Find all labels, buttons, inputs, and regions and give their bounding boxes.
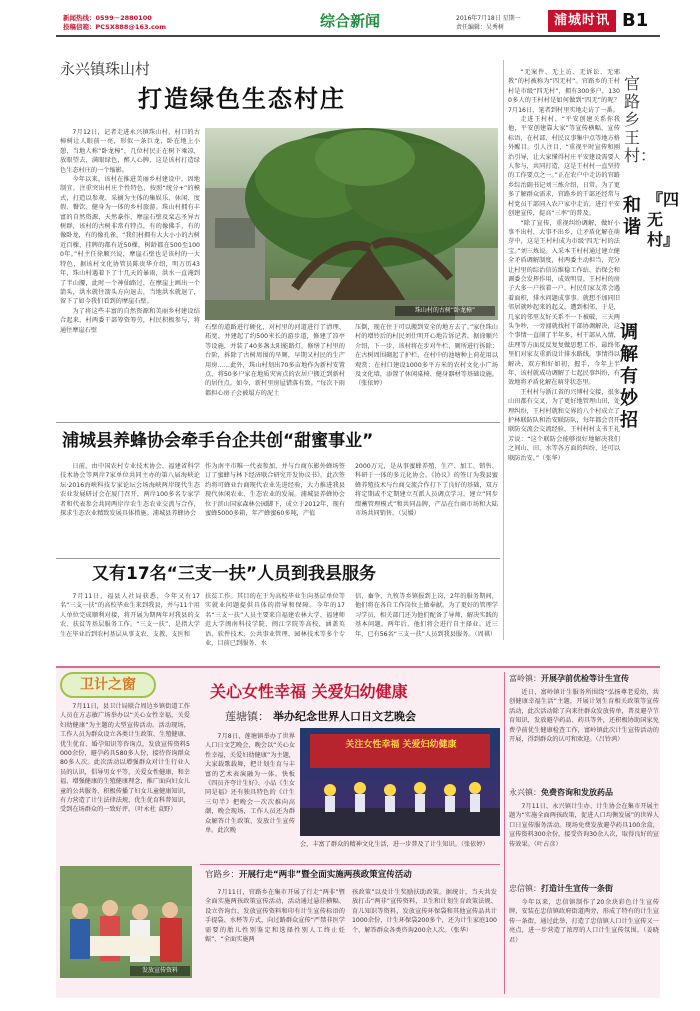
gl-title: 开展行走“两非”暨全面实施两孩政策宣传活动 [239,870,412,880]
brief-2-title: 免费咨询和发放药品 [541,788,613,797]
brief-2-text: 7月11日，永兴镇计生办、计生协会在集市开展主题为“实施全面两孩政策，促进人口均衡发展”的世界人口日宣传服务活动。现场免费发放避孕药具100余盒，宣传资料300余份，接受咨询30余人次，取得良好的宣传效果。（叶占彦） [509,803,659,848]
article2-title1: 和谐 [623,195,641,238]
photo-caption: 珠山村的古树“卧龙樟” [395,306,495,316]
page-number: B1 [622,10,649,31]
brief-2 [509,786,659,878]
special-left-photo [60,866,192,978]
gl-col2: 孩政策”以及计生奖励扶助政策。据统计，当天共发放打击“两非”宣传资料，卫生和计划生育政策法规、育儿知识等资料，发放宣传环保袋和其他宣传品共计1000余份，计生环保袋200多个，还为计生家庭100个，解答群众各类咨询200余人次。（张华） [352,889,497,934]
brief-3 [509,882,659,994]
article4-col2: 扶贫工作。其目的在于为高校毕业生向基层单位等实就业问题提供具体的指导和保障。今年的17名“三支一扶”人员主要来自福建农林大学、福建师范大学闽南科技学院、闽江学院等高校，涵盖英语、软件技术、公共事业管理、园林技术等多个专业，目前已到服务、水 [205,593,345,648]
gl-heading [205,868,500,882]
brief-1-kicker: 富岭镇： [509,674,541,683]
sub-kicker: 莲塘镇： [225,710,269,723]
gl-rule [200,864,500,865]
article3-col1: 日前，由中国农村专业技术协会、福建省科学技术协会等两岸7家单位共同主办的第八届海峡论坛·2016海峡科技专家论坛会场海峡两岸现代生态农业发展研讨会在厦门召开，两岸100多名专家学者和代表参会共同两岸岸农生态农业交流与合作，探求生态农业精致发展具体措施。浦城县养蜂协会 [60,463,200,518]
article2-title2: 『四无村』 [647,190,680,249]
lt-text: 7月8日，莲塘镇举办了世界人口日文艺晚会，晚会以“关心女性幸福，关爱妇幼健康”为主题，大家载歌载舞，把计划生育与丰富的艺术表演融为一体。快板《四员齐夸计生好》、小品《生女同是福》还有独具特色的《计生三句半》把晚会一次次推向高潮，晚会现场，工作人员还为群众解答计生政策，发放计生宣传单。此次晚 [205,733,295,835]
special-badge: 卫计之窗 [60,672,156,698]
article1-col2: 石壁的道路进行硬化，对村里的河道进行了清理、拓宽，并建起了约500米长的游步道，修建了凉亭等设施，并装了40多盏太阳能路灯，修缮了村里的台阶，拆除了古树周围的旱厕，早期又村民的生产用房……此外，珠山村划出70多亩地作为新村安置点，将50多户家在地质灾害点的农居户搬迁到新村的居住点。如今，新村里房屋错落有致。“每次下雨都担心房子会被塌方的泥土 [205,324,345,397]
article3-col2: 作为南平市唯一代表参加，并与台商东影外蜂场签订了蜜蜂与林下经济联合研究开发协议书》。此次签约将可蜂业台商现代农业先进经验，大力推进我县现代休闲农业、生态农业的发展。浦城县养蜂协会位于滨山国家森林公园脚下，成立于2012年，现有蜜蜂5000多箱，年产蜂蜜60多吨，产值 [205,463,345,518]
gl-col1: 7月11日，官路乡在集市开展了行走“两非”暨全面实施两孩政策宣传活动，活动通过悬挂横幅、设立咨询台、发放宣传资料和印有计生宣传标语的手提袋、水杯等方式，向过路群众宣传“严禁非医学需要的胎儿性别鉴定和选择性别人工终止妊娠”、“全面实施两 [205,889,345,944]
article1-photo [205,128,498,320]
special-headline: 关心女性幸福 关爱妇幼健康 [210,682,408,701]
special-divider [504,672,505,994]
article1-col1: 7月12日，记者走进永兴镇珠山村，村口的古樟树让人眼前一亮，形似一条巨龙，卧在地上小憩，当地人称“卧龙樟”，几位村民正在树下乘凉，放眼望去，满眼绿色，醉人心脾，这是该村打造绿色生态村庄的一个缩影。 今年以来，该村在推进美丽乡村建设中，因地制宜，注重突出村庄个性特色，按照“统分+”的模式，打造以参观、采摘为主体的集娱乐、休闲、度假、餐饮、健身为一体的乡村旅游。珠山村拥有丰富的自然资源，天然豢作、摩崖石壁及栾志圣异古树群，该村的古树非常有特点，有的像佛手，有的像卧龙，有的像孔雀。“我们村拥有大大小小的古树近百棵，挂牌的都有近50棵，树龄都在500至1000年。”村主任徐顺兴说，摩崖石壁也是该村的一大特色，据该村文化协管员陈贵华介绍，明万历43年，珠山村遇着下了十几天的暴雨，洪水一直淹到了半山腰，此时一个神仙路过，在摩崖上画出一个箭头，洪水就往箭头方向退去，当地洪水就退了，留下了如今我们看到的摩崖石壁。 为了将这些丰富的自然资源和美丽乡村建设结合起来，村两委干部筹资筹劳，村民积极参与，将通往摩崖石壁 [60,129,200,334]
tree-illustration [205,128,498,320]
gl-kicker: 官路乡： [205,870,240,880]
crowd-illustration [60,866,192,978]
brief-2-kicker: 永兴镇： [509,788,541,797]
article3-title: 浦城县养蜂协会牵手台企共创“甜蜜事业” [62,431,374,451]
brief-3-kicker: 忠信镇： [509,884,541,893]
article4-col1: 7月11日，福县人社局获悉，今年又有17名“三支一扶”的高校毕业生来到我县，并与11个用人单位完成顺利对接，将开展为期两年对我县的支农、扶贫等基层服务工作。“三支一扶”，是指大学生在毕业后到农村基层从事支农、支教、支医和 [60,593,200,638]
section-rule-2 [56,558,500,559]
column-divider [503,60,504,640]
section-rule-1 [56,422,500,423]
article2-text: “无案件、无上访、无诉讼、无邪教”的村被称为“四无村”。官路乡的王村村是市级“四无村”，拥有300多户，1300多人的王村村是如何做到“四无”的呢？7月16日，笔者到村里实地走访了一番。 走进王村村，“平安创建关系你我他，平安创建靠大家”等宣传横幅、宣传标语，在村部、村民议事集中点等地方格外醒目。引人注目，“重视平时宣传和刚治引导，让大家懂得村庄平安建设需要人人参与，共同打造，这是王村村一直坚持的工作要点之一。”正在农户中走访的官路乡综治副书记刘三炼介绍，日常，为了更多了解群众需求，官路乡的干部还经常与村党员干部同入农户家中走访，进行平安创建宣传，提高“三率”的普及。 “除了宣传，重视纠纷调解，做好小事不出村，大事不出乡，让矛盾化解在萌芽中，这是王村村成为市级‘四无’村的法宝。”刘三炼说。入采本王村村通过建立健全矛盾调解制度，村两委主动担当，充分让村里的综治信访维稳工作站、治保会和调委会发挥作用，成效明显。王村村的房子大多一户挨着一户，村民们家友常会遇着面积，排水问题成事事。就想不加同旧邻居就吵起来的起义，遭到相邻，于是，几家的邻里友好关系不一下被破，三天两头争吵，一旁闻就找村干部协调解决，这个事情一直闹了半年多，村干部从入情，法理等方面反反复复做思想工作，最终邻里们对家友重新设计排水路线，事情得以解决，双方和好如初，握手，今年上半年，该村就成功调解了七起民事纠纷，有效地将矛盾化解在萌芽状态里。 王村村与浙江省的兴博村交接，很多山田都有交叉，为了更好地管理山田，处理纠纷，王村村就和交界的八个村成立了护林联防队和治安联防队，每年都会召开联防交流会交流经验，王村村村支书王礼芳说：“这个联防会能够很好地解决我们之间山、田、水等各方面的纠纷，还可以联防治安。”（张华） [508,69,620,462]
brief-3-title: 打造计生宣传一条街 [541,884,613,893]
article2-kicker: 官路乡王村： [624,74,657,165]
header-contact [63,14,193,32]
article3-col3: 2000万元，是从事蜜蜂养殖、生产、加工、销售、科研于一体的多元化协会。《协议》的签订为我县蜜蜂养殖技术与台商交流合作打下了良好的基础，双方将定期或不定期建立互派人员调点学习，建立“同步缀蓄管理模式”和共同品牌，产品在台商市场和大陆市场共同销售。（吴媛） [355,463,498,518]
sub-title: 举办纪念世界人口日文艺晚会 [273,710,416,723]
header-date: 2016年7月18日 星期一 责任编辑：吴秀树 [456,15,521,31]
section-title: 综合新闻 [319,12,380,30]
lt-text-2: 会，丰富了群众的精神文化生活，进一步普及了计生知识。（张依婷） [300,841,489,848]
stage-photo [300,728,500,836]
brief-1-title: 开展孕前优检等计生宣传 [541,674,629,683]
brief-1-text: 近日，富岭镇计生服务所围绕“弘扬尊老爱幼，共创健康幸福生活”主题，开展计划生育相关政策等宣传活动，此次活动除了向来往群众发放传单，普及避孕节育知识，发放避孕药品、药具等外，还积极协助国家免费孕前优生健康检查工作，富岭镇此次计生宣传活动的开展，得到群众的认可和欢迎。（吕铃鸿） [509,689,659,744]
brief-3-text: 今年以来，忠信镇制作了20余块彩色计生宣传牌，安装在忠信镇政府街道两旁，形成了特有的计生宣传一条街，通过此举，打造了忠信镇人口计生宣传又一亮点，进一步营造了浓厚的人口计生宣传氛围。（姜晓君） [509,899,659,944]
article1-title: 打造绿色生态村庄 [138,85,346,113]
brief-1 [509,672,659,788]
special-left-text: 7月11日，县卫计局联合周边乡镇街道工作人员在方志敏广场举办以“关心女性幸福，关爱妇幼健康”为主题的大型宣传活动。活动现场，工作人员为群众设立各类计生政策、生殖健康、优生优育、婚孕知识等咨询点，发放宣传资料5000余份，避孕药具580多人份，接待咨询群众80多人次。此次活动以增强群众对计生行业人员的认识，倡导男女平等，关爱女性健康，和幸福、增强健康的生殖健康理念，推广面向妇女儿童的公共服务，积极传播了妇女儿童健康知识，有力营造了计生法律法规、优生优育科普知识，受到在场群众的一致好评。（叶永杜 袁野） [60,703,190,814]
stage-banner: 关注女性幸福 关爱妇幼健康 [345,740,457,750]
left-photo-caption: 发放宣传资料 [130,966,190,976]
article4-title: 又有17名“三支一扶”人员到我县服务 [92,564,377,584]
hotline: 新闻热线：0599－2880100 [63,14,152,22]
article1-kicker: 永兴镇珠山村 [60,60,151,78]
email: 投稿信箱：PCSX888@163.com [63,23,167,31]
article1-col3: 压倒，现在住于可以搬到安全的地方去了。”家住珠山村的增铃后的村民刘仕明开心地告诉记者。据徐顺兴介绍，下一步，该村将在步对牛栏、厕所进行拆除；在古树周围砌起了护栏，在村中的池塘种上荷花用以观赏；在村口建设1000多平方米的农村文化小广场及文化墙，添置了休闲桌椅、健身器材等基础设施。（张依婷） [355,324,498,388]
header-rule [56,35,660,37]
article4-col3: 信、畜争、九牧等乡镇报到上岗，2年的服务期间，他们将在各自工作岗位上做奉献。为了更好的管理学习学员，相关部门还为他们配备了导师，解决实践的基本问题。两年后，他们将会进行自主择业。近三年，已有56名“三支一扶”人员到我县服务。（周祺） [355,593,498,638]
article2-title3: 调解有妙招 [620,322,638,431]
masthead: 浦城时讯 [548,10,616,32]
special-subhead [225,708,515,726]
